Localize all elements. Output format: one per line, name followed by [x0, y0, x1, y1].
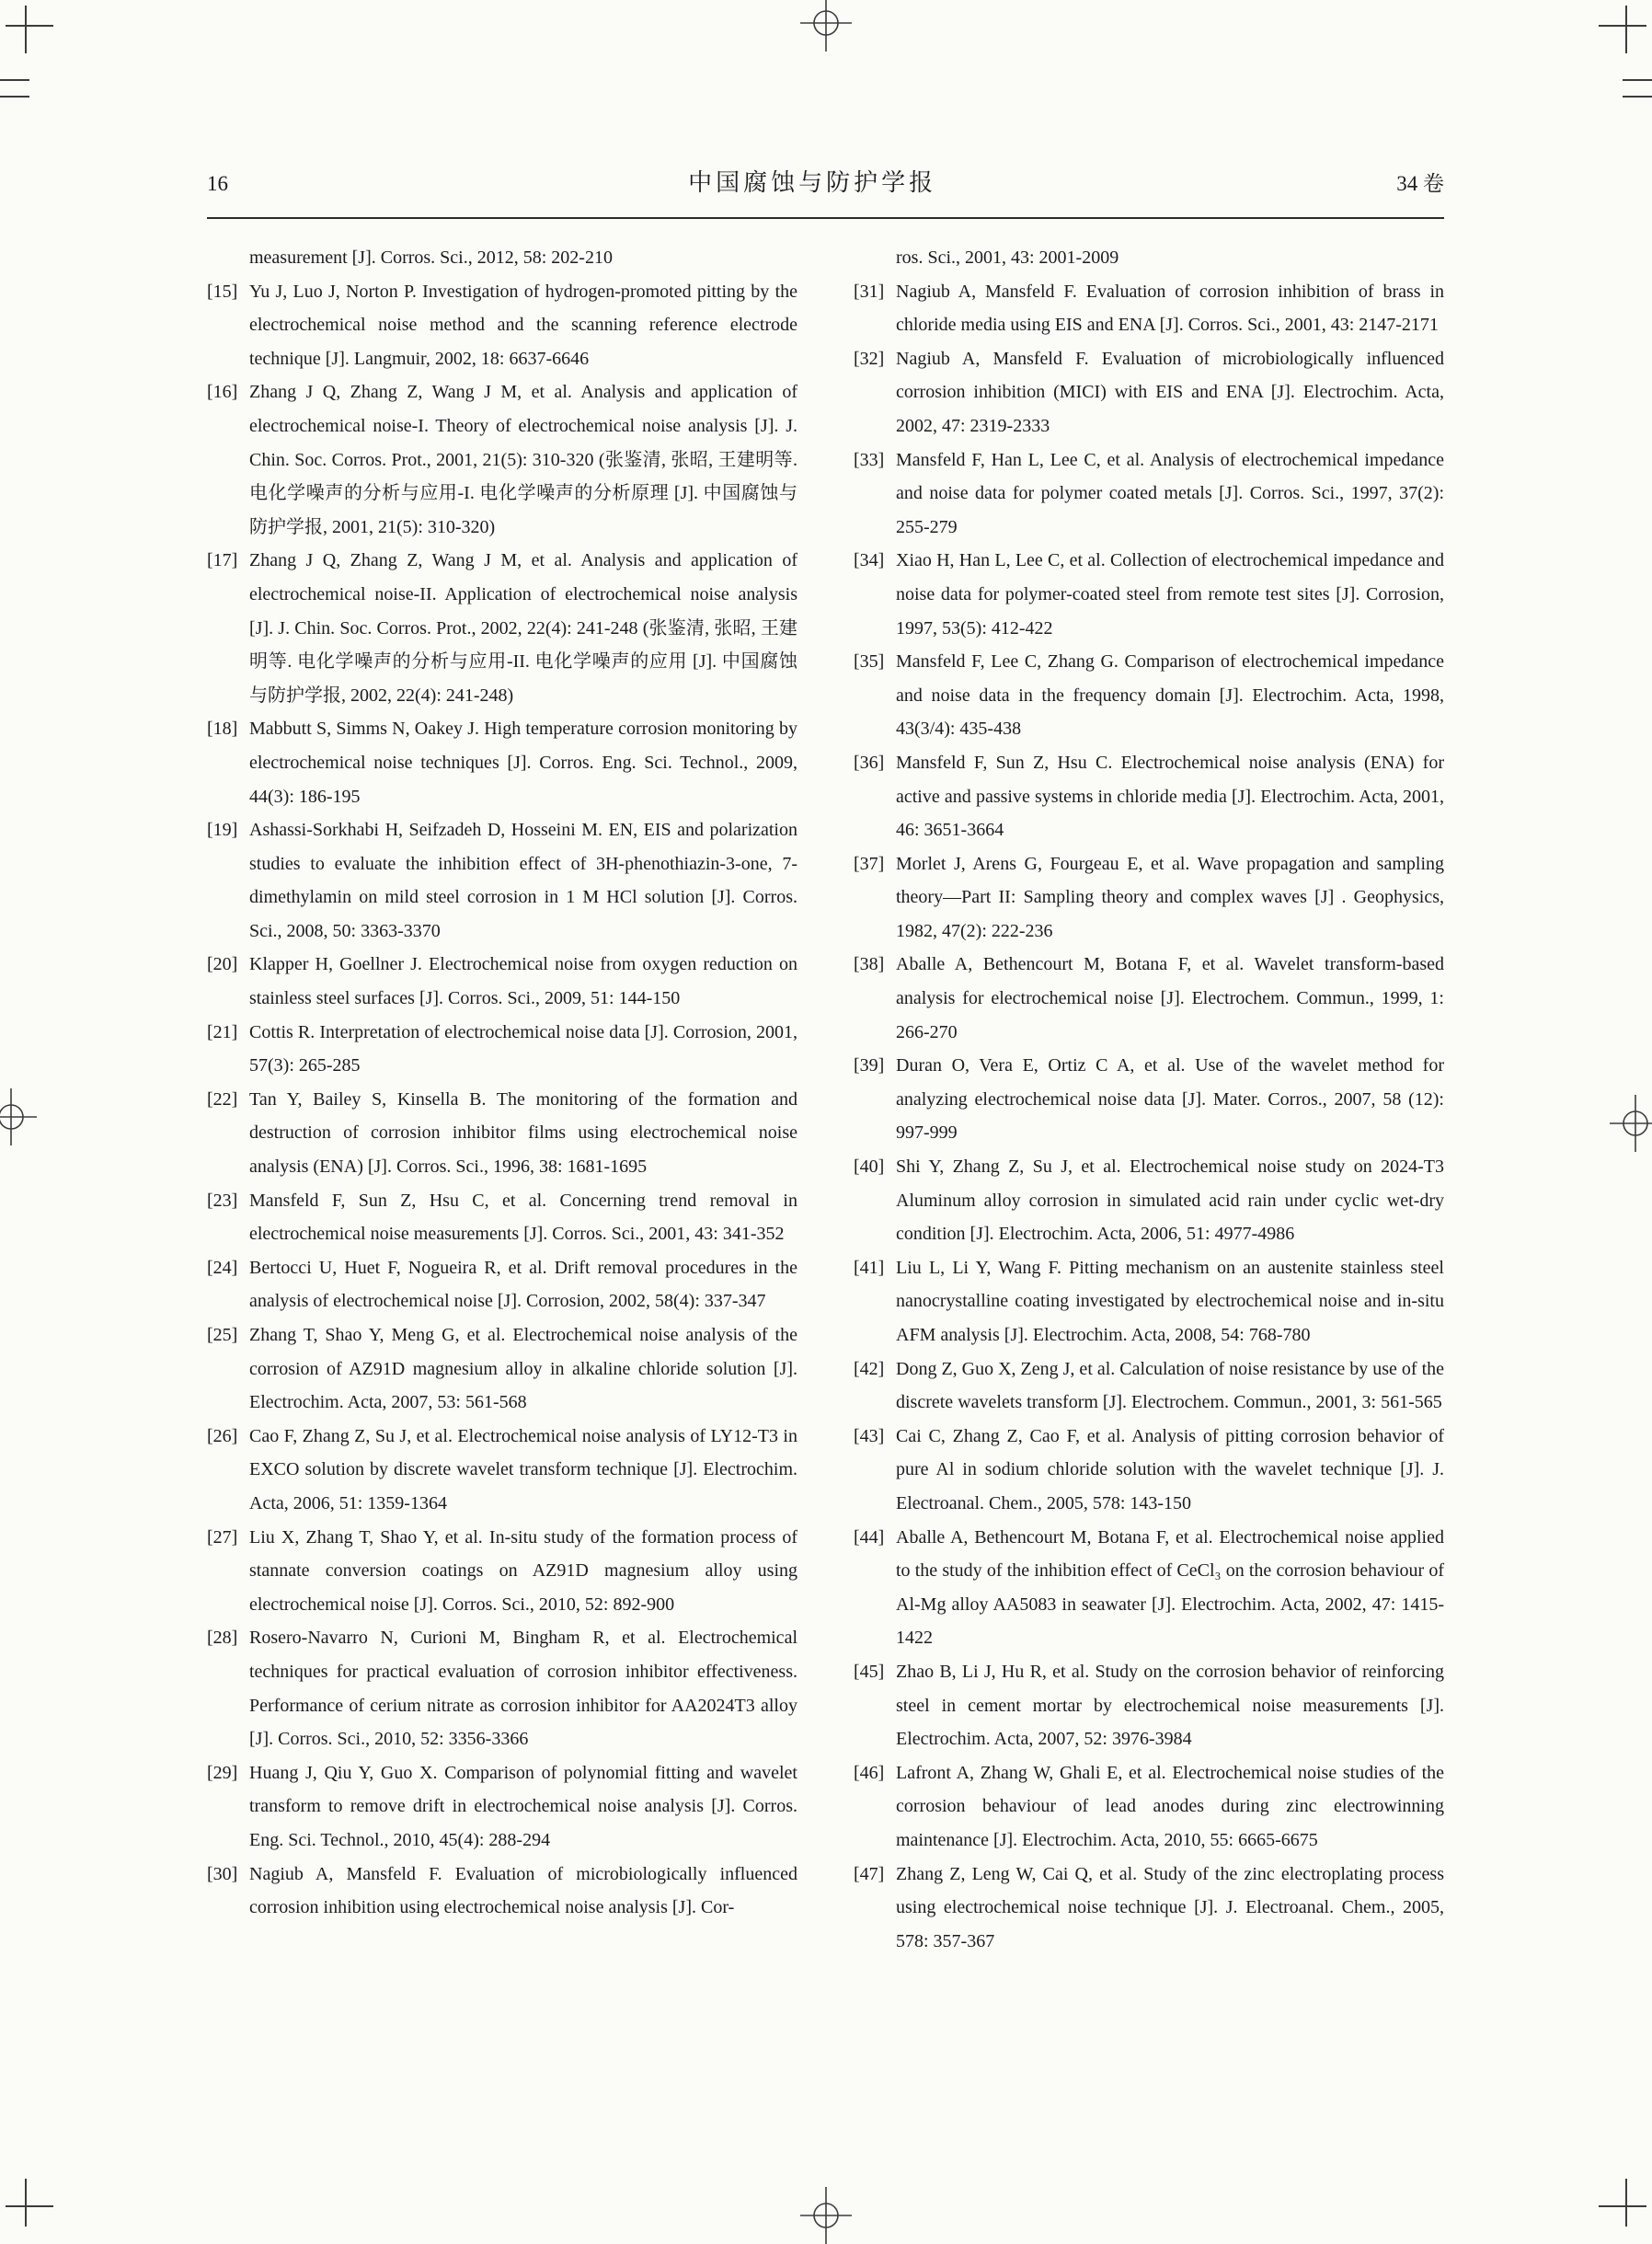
- reference-item: [207, 1083, 797, 1184]
- reference-text: ros. Sci., 2001, 43: 2001-2009: [896, 247, 1119, 268]
- reference-item: [854, 847, 1444, 949]
- reference-text: Morlet J, Arens G, Fourgeau E, et al. Wave propagation and sampling theory—Part II: Sampling theory and complex waves [J] . Geophysics, 1982, 47(2): 222-236: [896, 853, 1444, 941]
- reference-item: [207, 275, 797, 376]
- reference-number: [34]: [854, 550, 885, 571]
- reference-text: Cottis R. Interpretation of electrochemical noise data [J]. Corrosion, 2001, 57(3): 265-285: [249, 1021, 797, 1076]
- reference-item: [854, 1756, 1444, 1858]
- reference-text: Mansfeld F, Sun Z, Hsu C. Electrochemical noise analysis (ENA) for active and passive systems in chloride media [J]. Electrochim. Acta, 2001, 46: 3651-3664: [896, 752, 1444, 841]
- reference-text: Mansfeld F, Sun Z, Hsu C, et al. Concerning trend removal in electrochemical noise measurements [J]. Corros. Sci., 2001, 43: 341-352: [249, 1190, 797, 1245]
- reference-continuation-line: [854, 241, 1444, 275]
- reference-text: Xiao H, Han L, Lee C, et al. Collection of electrochemical impedance and noise data for polymer-coated steel from remote test sites [J]. Corrosion, 1997, 53(5): 412-422: [896, 550, 1444, 639]
- crop-mark-top-left-vertical: [25, 6, 27, 53]
- reference-number: [33]: [854, 449, 885, 470]
- reference-item: [854, 1150, 1444, 1251]
- reference-item: [207, 1521, 797, 1622]
- reference-text: Tan Y, Bailey S, Kinsella B. The monitoring of the formation and destruction of corrosion inhibitor films using electrochemical noise analysis (ENA) [J]. Corros. Sci., 1996, 38: 1681-1695: [249, 1088, 797, 1178]
- page-header: [207, 164, 1444, 198]
- reference-text: Aballe A, Bethencourt M, Botana F, et al. Wavelet transform-based analysis for electrochemical noise [J]. Electrochem. Commun., 1999, 1: 266-270: [896, 954, 1444, 1042]
- reference-number: [36]: [854, 752, 885, 773]
- reference-text: Zhang T, Shao Y, Meng G, et al. Electrochemical noise analysis of the corrosion of AZ91D magnesium alloy in alkaline chloride solution [J]. Electrochim. Acta, 2007, 53: 561-568: [249, 1325, 797, 1413]
- reference-number: [43]: [854, 1425, 885, 1446]
- reference-text: Lafront A, Zhang W, Ghali E, et al. Electrochemical noise studies of the corrosion behaviour of lead anodes during zinc electrowinning maintenance [J]. Electrochim. Acta, 2010, 55: 6665-6675: [896, 1762, 1444, 1850]
- header-rule: [207, 217, 1444, 219]
- references-section: [207, 241, 1444, 1958]
- volume-label: 34 卷: [1396, 172, 1444, 195]
- reference-item: [207, 1251, 797, 1318]
- reference-number: [46]: [854, 1762, 885, 1783]
- reference-text: Klapper H, Goellner J. Electrochemical noise from oxygen reduction on stainless steel surfaces [J]. Corros. Sci., 2009, 51: 144-150: [249, 954, 797, 1009]
- reference-item: [207, 1621, 797, 1755]
- reference-text: Ashassi-Sorkhabi H, Seifzadeh D, Hosseini M. EN, EIS and polarization studies to evaluate the inhibition effect of 3H-phenothiazin-3-one, 7-dimethylamin on mild steel corrosion in 1 M HCl solution [J]. Corros. Sci., 2008, 50: 3363-3370: [249, 820, 797, 941]
- reference-item: [854, 443, 1444, 545]
- reference-number: [28]: [207, 1628, 238, 1649]
- reference-number: [44]: [854, 1526, 885, 1548]
- crop-mark-right-tick-2: [1623, 96, 1652, 98]
- reference-item: [854, 1251, 1444, 1352]
- reference-text: Dong Z, Guo X, Zeng J, et al. Calculation of noise resistance by use of the discrete wavelets transform [J]. Electrochem. Commun., 2001, 3: 561-565: [896, 1358, 1444, 1413]
- reference-text: Aballe A, Bethencourt M, Botana F, et al. Electrochemical noise applied to the study of the inhibition effect of CeCl₃ on the corrosion behaviour of Al-Mg alloy AA5083 in seawater [J]. Electrochim. Acta, 2002, 47: 1415-1422: [896, 1526, 1444, 1649]
- references-column-left: [207, 241, 797, 1958]
- reference-text: Nagiub A, Mansfeld F. Evaluation of microbiologically influenced corrosion inhibition (MICI) with EIS and ENA [J]. Electrochim. Acta, 2002, 47: 2319-2333: [896, 348, 1444, 436]
- reference-text: Rosero-Navarro N, Curioni M, Bingham R, et al. Electrochemical techniques for practical evaluation of corrosion inhibitor effectiveness. Performance of cerium nitrate as corrosion inhibitor for AA2024T3 alloy [J]. Corros. Sci., 2010, 52: 3356-3366: [249, 1628, 797, 1750]
- reference-number: [18]: [207, 719, 238, 740]
- reference-item: [207, 375, 797, 544]
- reference-item: [854, 948, 1444, 1049]
- reference-item: [207, 813, 797, 948]
- reference-item: [854, 1521, 1444, 1655]
- reference-item: [854, 1858, 1444, 1959]
- reference-number: [45]: [854, 1661, 885, 1682]
- crop-mark-top-right-vertical: [1625, 6, 1627, 53]
- crop-mark-left-tick-1: [0, 79, 29, 81]
- crop-mark-bottom-left-horizontal: [6, 2205, 53, 2207]
- reference-number: [47]: [854, 1863, 885, 1884]
- reference-text: Yu J, Luo J, Norton P. Investigation of hydrogen-promoted pitting by the electrochemical noise method and the scanning reference electrode technique [J]. Langmuir, 2002, 18: 6637-6646: [249, 281, 797, 369]
- references-column-right: [854, 241, 1444, 1958]
- crop-mark-bottom-right-horizontal: [1599, 2205, 1646, 2207]
- reference-number: [16]: [207, 382, 238, 403]
- reference-text: Bertocci U, Huet F, Nogueira R, et al. Drift removal procedures in the analysis of electrochemical noise [J]. Corrosion, 2002, 58(4): 337-347: [249, 1257, 797, 1312]
- registration-mark-bottom-center-icon: [798, 2187, 854, 2244]
- reference-text: Duran O, Vera E, Ortiz C A, et al. Use of the wavelet method for analyzing electrochemical noise data [J]. Mater. Corros., 2007, 58 (12): 997-999: [896, 1055, 1444, 1144]
- crop-mark-right-tick-1: [1623, 79, 1652, 81]
- reference-number: [24]: [207, 1257, 238, 1278]
- reference-item: [854, 746, 1444, 847]
- reference-item: [854, 1352, 1444, 1420]
- reference-number: [15]: [207, 281, 238, 302]
- reference-number: [40]: [854, 1157, 885, 1178]
- reference-number: [30]: [207, 1863, 238, 1884]
- reference-number: [26]: [207, 1425, 238, 1446]
- reference-number: [37]: [854, 853, 885, 874]
- reference-number: [42]: [854, 1358, 885, 1379]
- reference-text: Zhang Z, Leng W, Cai Q, et al. Study of the zinc electroplating process using electrochemical noise technique [J]. J. Electroanal. Chem., 2005, 578: 357-367: [896, 1863, 1444, 1951]
- crop-mark-bottom-right-vertical: [1625, 2179, 1627, 2227]
- journal-title: 中国腐蚀与防护学报: [688, 169, 937, 196]
- crop-mark-left-tick-2: [0, 96, 29, 98]
- reference-item: [207, 1858, 797, 1925]
- reference-text: Nagiub A, Mansfeld F. Evaluation of microbiologically influenced corrosion inhibition using electrochemical noise analysis [J]. Cor-: [249, 1863, 797, 1918]
- crop-mark-top-left-horizontal: [6, 25, 53, 27]
- reference-text: Zhang J Q, Zhang Z, Wang J M, et al. Analysis and application of electrochemical noise-I. Theory of electrochemical noise analysis [J]. J. Chin. Soc. Corros. Prot., 2001, 21(5): 310-320 (张鉴清, 张昭, 王建明等. 电化学噪声的分析与应用-I. 电化学噪声的分析原理 [J]. 中国腐蚀与防护学报, 2001, 21(5): 310-320): [249, 382, 797, 537]
- reference-number: [39]: [854, 1055, 885, 1076]
- reference-continuation-line: [207, 241, 797, 275]
- reference-number: [41]: [854, 1257, 885, 1278]
- reference-number: [35]: [854, 651, 885, 673]
- reference-number: [22]: [207, 1088, 238, 1110]
- reference-number: [25]: [207, 1325, 238, 1345]
- reference-text: Zhao B, Li J, Hu R, et al. Study on the corrosion behavior of reinforcing steel in cement mortar by electrochemical noise measurements [J]. Electrochim. Acta, 2007, 52: 3976-3984: [896, 1661, 1444, 1750]
- reference-number: [38]: [854, 954, 885, 975]
- reference-text: Liu X, Zhang T, Shao Y, et al. In-situ study of the formation process of stannate conversion coatings on AZ91D magnesium alloy using electrochemical noise [J]. Corros. Sci., 2010, 52: 892-900: [249, 1526, 797, 1615]
- reference-item: [207, 1420, 797, 1521]
- reference-item: [207, 544, 797, 712]
- reference-item: [207, 1184, 797, 1251]
- reference-number: [21]: [207, 1021, 238, 1042]
- reference-item: [207, 1016, 797, 1083]
- reference-text: Cai C, Zhang Z, Cao F, et al. Analysis of pitting corrosion behavior of pure Al in sodium chloride solution with the wavelet technique [J]. J. Electroanal. Chem., 2005, 578: 143-150: [896, 1425, 1444, 1513]
- reference-number: [31]: [854, 281, 885, 302]
- reference-item: [854, 544, 1444, 645]
- reference-item: [854, 1420, 1444, 1521]
- page-number: 16: [207, 172, 228, 195]
- registration-mark-left-middle-icon: [0, 1088, 39, 1145]
- reference-text: Nagiub A, Mansfeld F. Evaluation of corrosion inhibition of brass in chloride media using EIS and ENA [J]. Corros. Sci., 2001, 43: 2147-2171: [896, 281, 1444, 336]
- reference-item: [207, 1756, 797, 1858]
- reference-item: [854, 1049, 1444, 1150]
- reference-number: [20]: [207, 954, 238, 975]
- registration-mark-top-center-icon: [798, 0, 854, 52]
- reference-text: Liu L, Li Y, Wang F. Pitting mechanism on an austenite stainless steel nanocrystalline coating investigated by electrochemical noise and in-situ AFM analysis [J]. Electrochim. Acta, 2008, 54: 768-780: [896, 1257, 1444, 1345]
- reference-text: Mansfeld F, Han L, Lee C, et al. Analysis of electrochemical impedance and noise data for polymer coated metals [J]. Corros. Sci., 1997, 37(2): 255-279: [896, 449, 1444, 537]
- registration-mark-right-middle-icon: [1608, 1095, 1652, 1152]
- reference-text: Huang J, Qiu Y, Guo X. Comparison of polynomial fitting and wavelet transform to remove drift in electrochemical noise analysis [J]. Corros. Eng. Sci. Technol., 2010, 45(4): 288-294: [249, 1762, 797, 1850]
- reference-text: Mabbutt S, Simms N, Oakey J. High temperature corrosion monitoring by electrochemical noise techniques [J]. Corros. Eng. Sci. Technol., 2009, 44(3): 186-195: [249, 719, 797, 807]
- reference-item: [207, 948, 797, 1015]
- reference-item: [854, 342, 1444, 443]
- reference-text: Mansfeld F, Lee C, Zhang G. Comparison of electrochemical impedance and noise data in the frequency domain [J]. Electrochim. Acta, 1998, 43(3/4): 435-438: [896, 651, 1444, 740]
- crop-mark-top-right-horizontal: [1599, 25, 1646, 27]
- reference-number: [27]: [207, 1526, 238, 1548]
- reference-item: [854, 1655, 1444, 1756]
- reference-number: [19]: [207, 820, 238, 841]
- reference-number: [17]: [207, 550, 238, 571]
- reference-item: [207, 1318, 797, 1420]
- reference-number: [29]: [207, 1762, 238, 1783]
- reference-item: [207, 712, 797, 813]
- reference-number: [32]: [854, 348, 885, 369]
- crop-mark-bottom-left-vertical: [25, 2179, 27, 2227]
- reference-text: Shi Y, Zhang Z, Su J, et al. Electrochemical noise study on 2024-T3 Aluminum alloy corrosion in simulated acid rain under cyclic wet-dry condition [J]. Electrochim. Acta, 2006, 51: 4977-4986: [896, 1157, 1444, 1245]
- reference-item: [854, 275, 1444, 342]
- reference-item: [854, 645, 1444, 746]
- reference-text: Zhang J Q, Zhang Z, Wang J M, et al. Analysis and application of electrochemical noise-II. Application of electrochemical noise analysis [J]. J. Chin. Soc. Corros. Prot., 2002, 22(4): 241-248 (张鉴清, 张昭, 王建明等. 电化学噪声的分析与应用-II. 电化学噪声的应用 [J]. 中国腐蚀与防护学报, 2002, 22(4): 241-248): [249, 550, 797, 706]
- reference-text: measurement [J]. Corros. Sci., 2012, 58: 202-210: [249, 247, 613, 268]
- reference-number: [23]: [207, 1190, 238, 1211]
- reference-text: Cao F, Zhang Z, Su J, et al. Electrochemical noise analysis of LY12-T3 in EXCO solution by discrete wavelet transform technique [J]. Electrochim. Acta, 2006, 51: 1359-1364: [249, 1425, 797, 1513]
